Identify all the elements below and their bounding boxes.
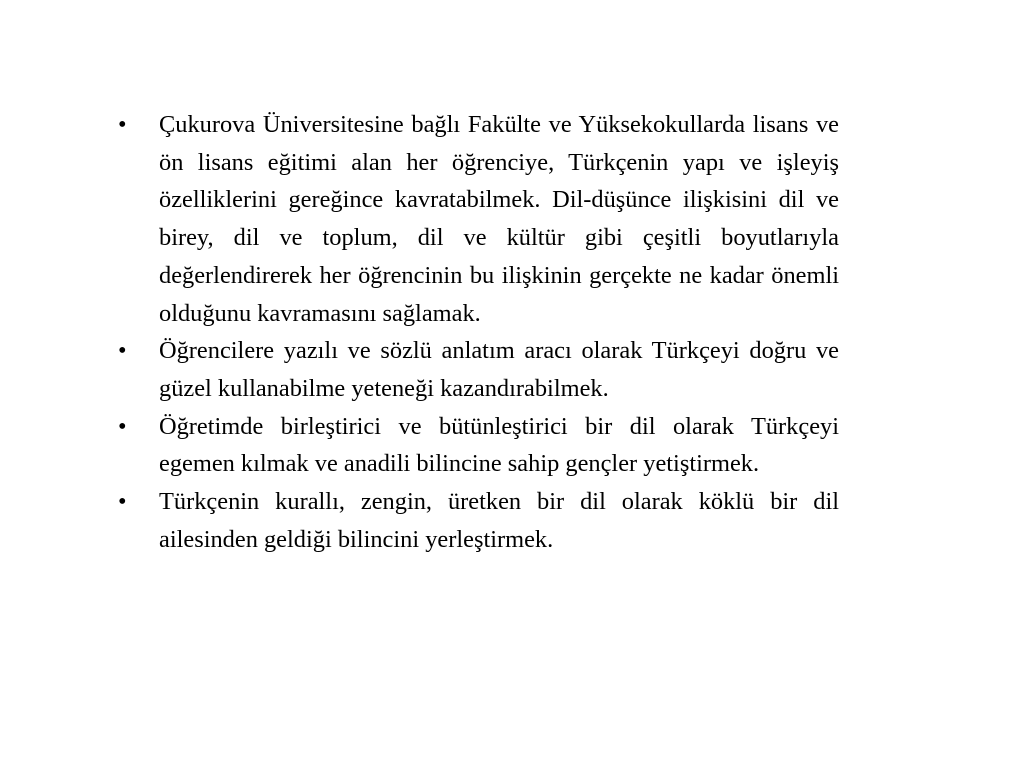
bullet-text: Çukurova Üniversitesine bağlı Fakülte ve Yüksekokullarda lisans ve ön lisans eğitimi alan her öğrenciye, Türkçenin yapı ve işleyiş özelliklerini gereğince kavratabilmek. Dil-düşünce ilişkisini dil ve birey, dil ve toplum, dil ve kültür gibi çeşitli boyutlarıyla değerlendirerek her öğrencinin bu ilişkinin gerçekte ne kadar önemli olduğunu kavramasını sağlamak.	[159, 111, 839, 327]
list-item	[118, 106, 839, 332]
bullet-icon: •	[118, 488, 127, 516]
bullet-list	[118, 106, 839, 558]
bullet-icon: •	[118, 337, 127, 365]
list-item	[118, 332, 839, 407]
list-item	[118, 483, 839, 558]
bullet-icon: •	[118, 111, 127, 138]
bullet-text: Öğrencilere yazılı ve sözlü anlatım aracı olarak Türkçeyi doğru ve güzel kullanabilme yeteneği kazandırabilmek.	[159, 337, 839, 402]
bullet-icon: •	[118, 412, 127, 440]
list-item	[118, 408, 839, 483]
bullet-text: Öğretimde birleştirici ve bütünleştirici bir dil olarak Türkçeyi egemen kılmak ve anadili bilincine sahip gençler yetiştirmek.	[159, 412, 839, 478]
bullet-text: Türkçenin kurallı, zengin, üretken bir dil olarak köklü bir dil ailesinden geldiği bilincini yerleştirmek.	[159, 488, 839, 553]
